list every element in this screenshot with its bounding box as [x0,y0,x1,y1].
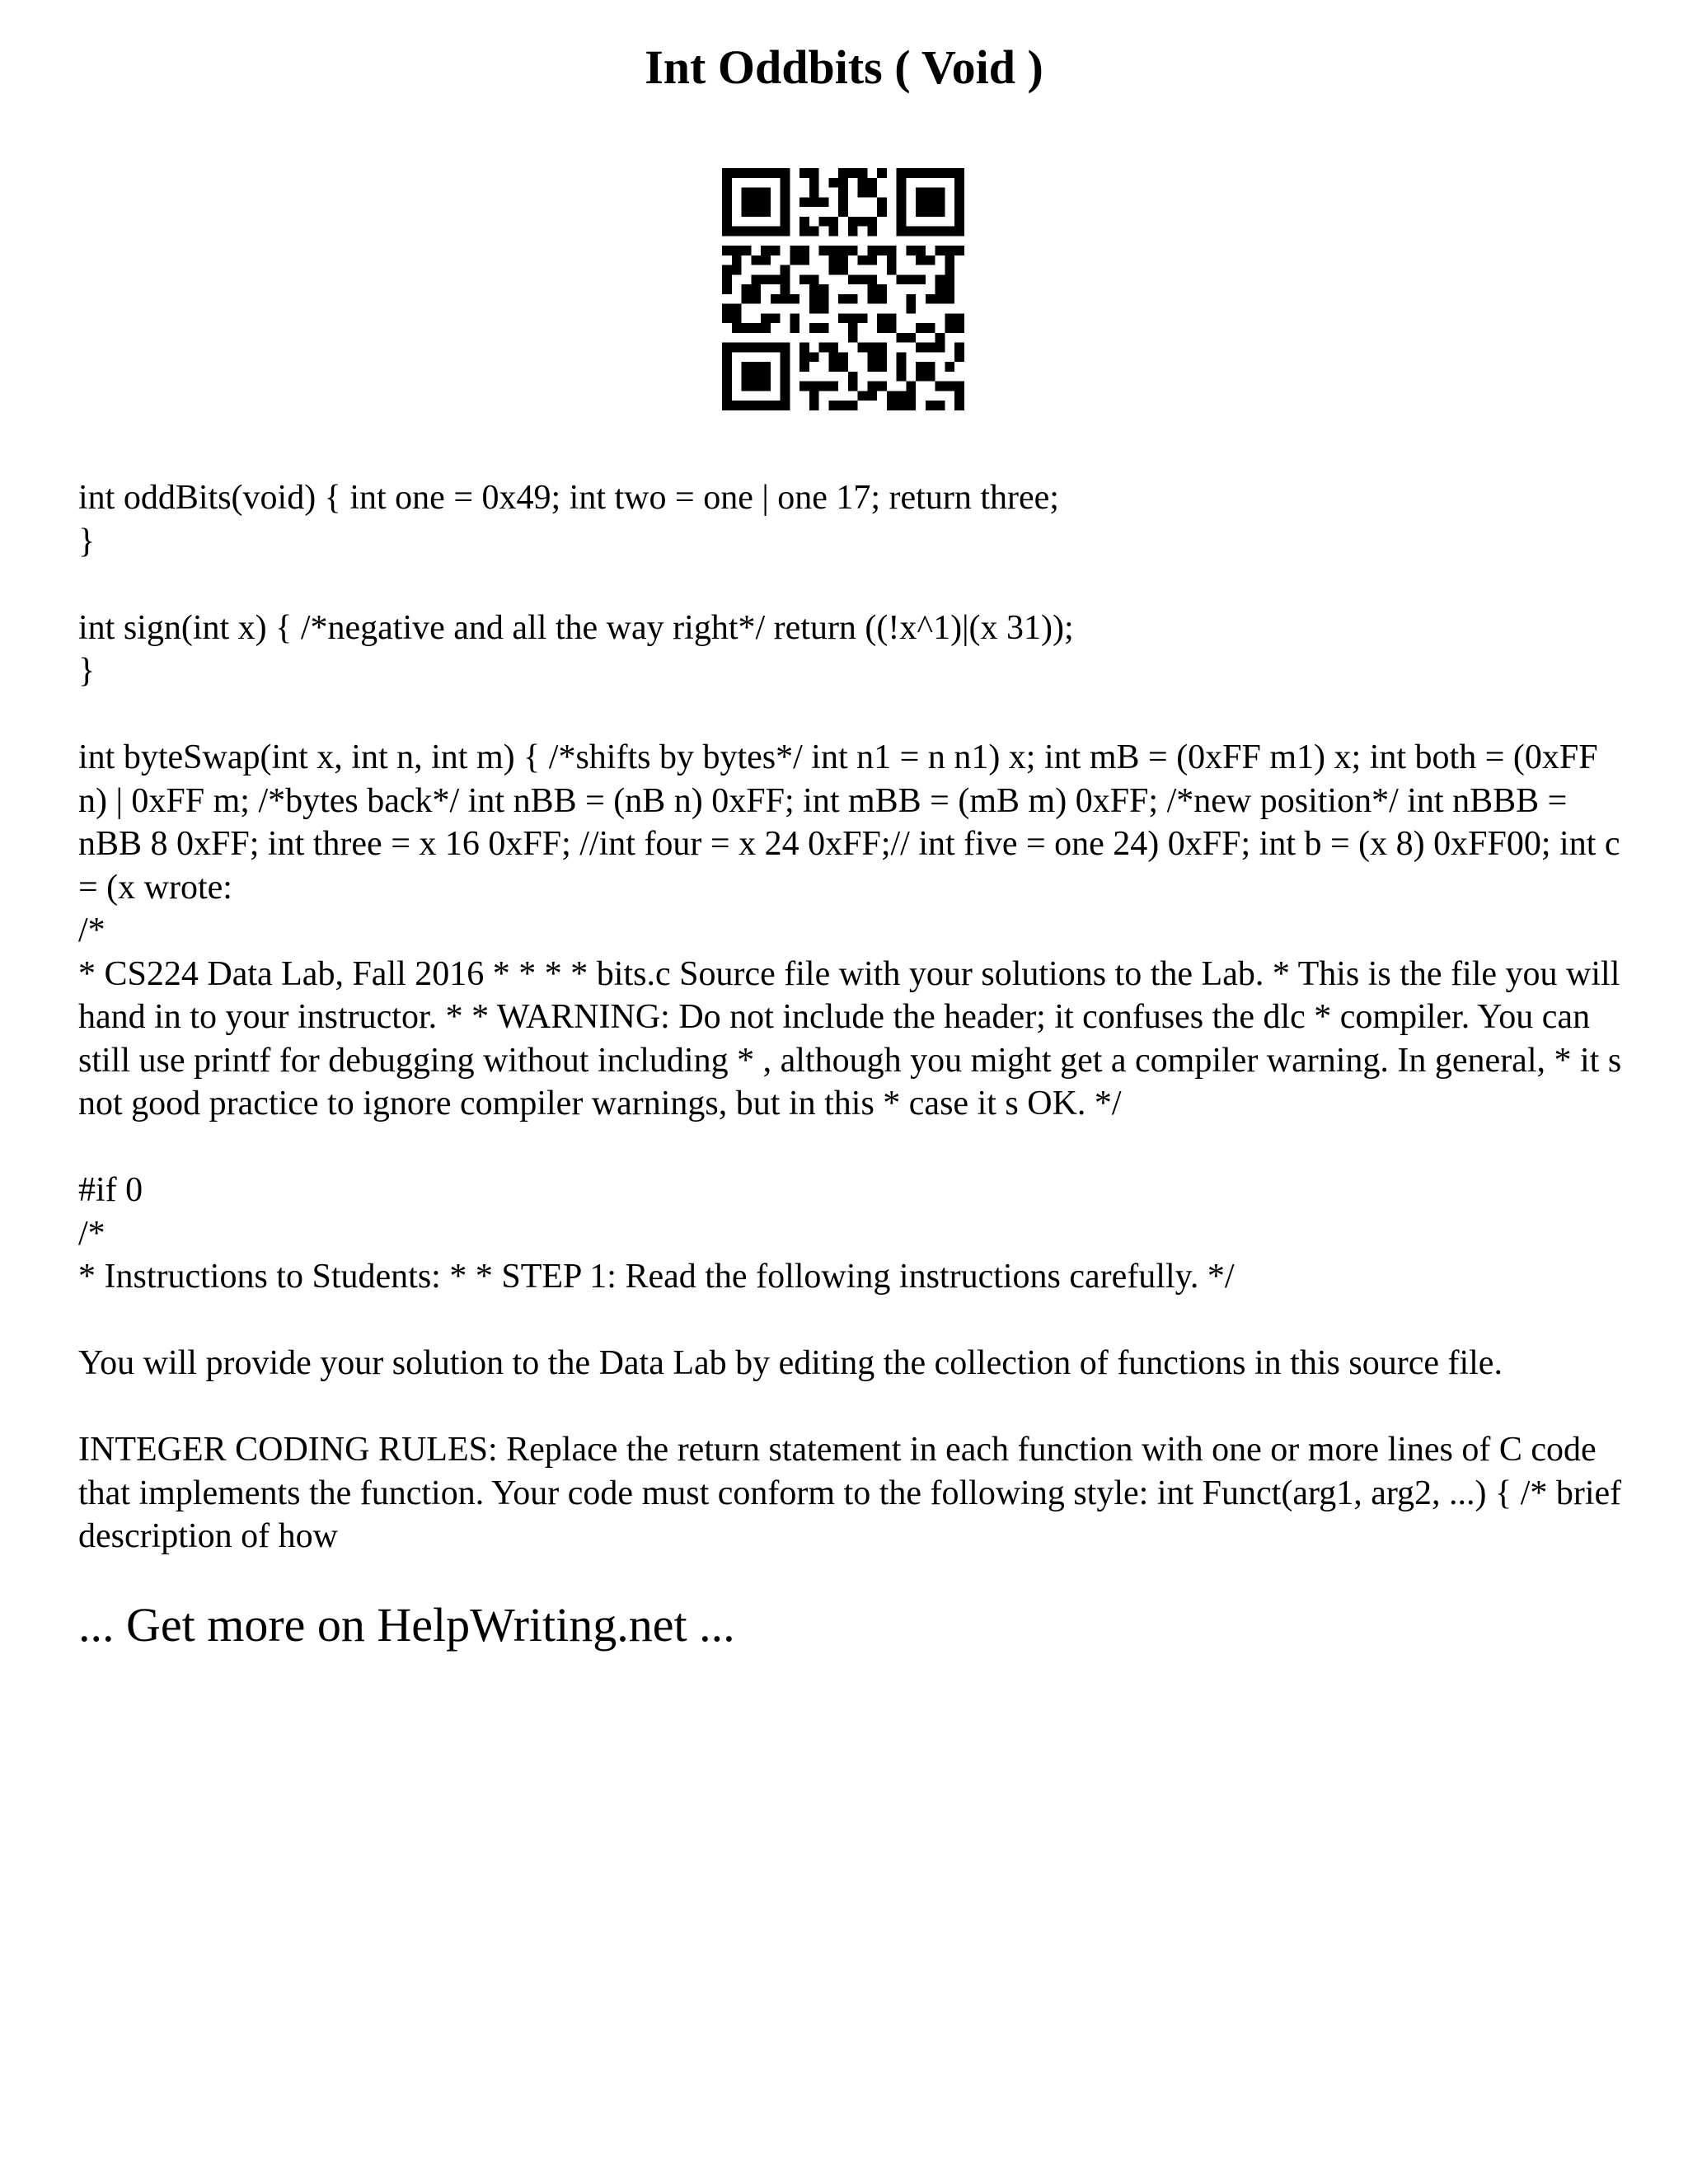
get-more-link[interactable]: ... Get more on HelpWriting.net ... [78,1598,735,1652]
text-line: } [78,652,96,690]
text-line: You will provide your solution to the Data Lab by editing the collection of functions in this source file. [78,1344,1503,1382]
text-line: * Instructions to Students: * * STEP 1: Read the following instructions carefully. */ [78,1258,1235,1296]
text-line: * CS224 Data Lab, Fall 2016 * * * * bits.c Source file with your solutions to the Lab. * This is the file you will hand in to your instructor. * * WARNING: Do not include the header; it confuses the dlc * compiler. You can still use printf for debugging without including * , although you might get a compiler warning. In general, * it s not good practice to ignore compiler warnings, but in this * case it s OK. */ [78,954,1622,1122]
text-line: /* [78,1214,106,1253]
text-line: INTEGER CODING RULES: Replace the return statement in each function with one or more lines of C code that implements the function. Your code must conform to the following style: int Funct(arg1, arg2, ...) { /* brief description of how [78,1431,1622,1555]
text-line: int byteSwap(int x, int n, int m) { /*shifts by bytes*/ int n1 = n n1) x; int mB = (0xFF m1) x; int both = (0xFF n) | 0xFF m; /*bytes back*/ int nBB = (nB n) 0xFF; int mBB = (mB m) 0xFF; /*new position*/ int nBBB = nBB 8 0xFF; int three = x 16 0xFF; //int four = x 24 0xFF;// int five = one 24) 0xFF; int b = (x 8) 0xFF00; int c = (x wrote: [78,738,1620,907]
body-paragraph-coding-rules [78,1428,1628,1558]
qr-code [722,168,964,410]
body-paragraph-intro [78,1342,1628,1385]
code-paragraph-sign [78,607,1628,693]
text-line: } [78,522,96,560]
text-line: int oddBits(void) { int one = 0x49; int two = one | one 17; return three; [78,479,1059,517]
code-paragraph-oddbits [78,476,1628,563]
page-title: Int Oddbits ( Void ) [645,40,1043,94]
text-line: #if 0 [78,1171,143,1209]
text-line: int sign(int x) { /*negative and all the way right*/ return ((!x^1)|(x 31)); [78,608,1074,647]
document-body [78,476,1628,1601]
code-paragraph-if0 [78,1169,1628,1299]
code-paragraph-byteswap [78,736,1628,1126]
text-line: /* [78,912,106,949]
